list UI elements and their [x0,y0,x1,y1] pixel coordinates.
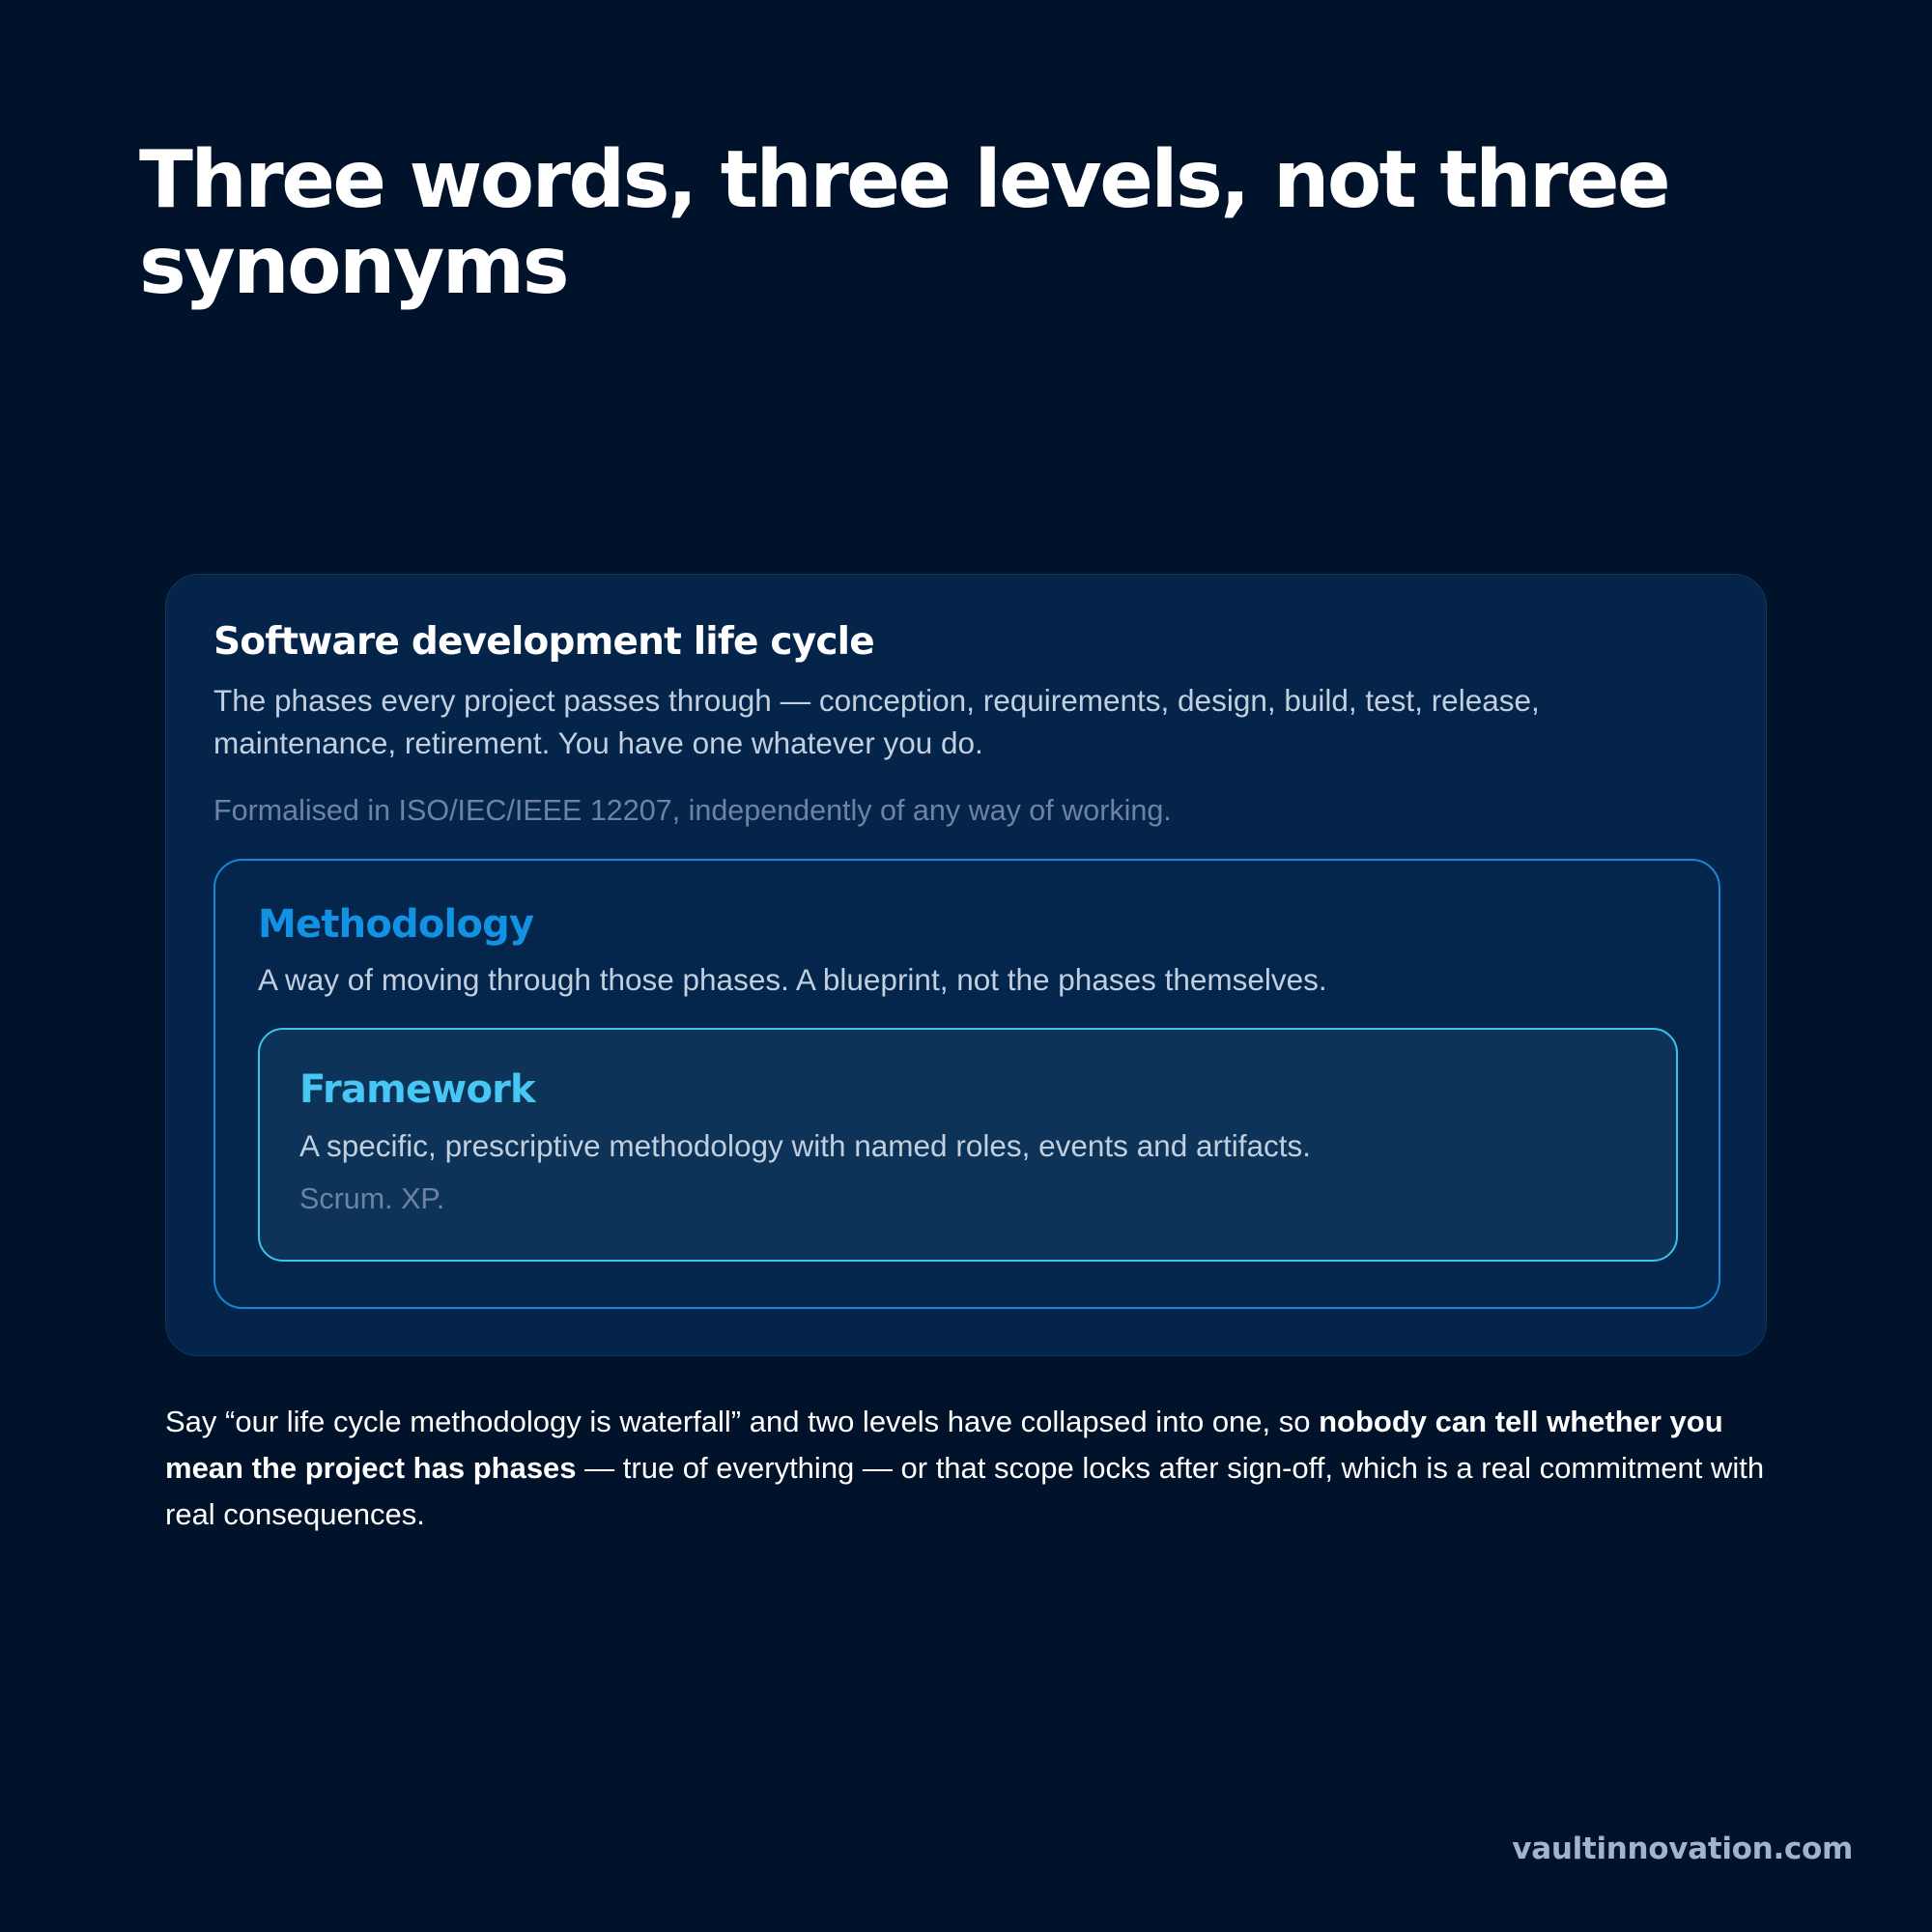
footer-text-after: — true of everything — or that scope locks after sign-off, which is a real commitment with real consequences. [165,1451,1765,1531]
framework-title: Framework [299,1067,535,1112]
life-cycle-title: Software development life cycle [213,620,874,664]
page-title: Three words, three levels, not three synonyms [139,134,1669,312]
footer-text-bold: nobody can tell whether you mean the project has phases [165,1405,1723,1485]
life-cycle-description: The phases every project passes through — conception, requirements, design, build, test, release, maintenance, retirement. You have one whatever you do. [213,683,1540,760]
life-cycle-box [165,574,1767,1356]
life-cycle-note: Formalised in ISO/IEC/IEEE 12207, independently of any way of working. [213,794,1172,827]
methodology-description: A way of moving through those phases. A blueprint, not the phases themselves. [258,962,1327,997]
brand-url: vaultinnovation.com [1512,1832,1853,1866]
footer-paragraph [165,1399,1769,1538]
footer-text-before: Say “our life cycle methodology is waterfall” and two levels have collapsed into one, so [165,1405,1320,1438]
framework-examples: Scrum. XP. [299,1182,445,1215]
framework-description: A specific, prescriptive methodology with named roles, events and artifacts. [299,1128,1312,1163]
methodology-box [213,859,1720,1309]
methodology-title: Methodology [258,902,534,947]
framework-box [258,1028,1678,1262]
